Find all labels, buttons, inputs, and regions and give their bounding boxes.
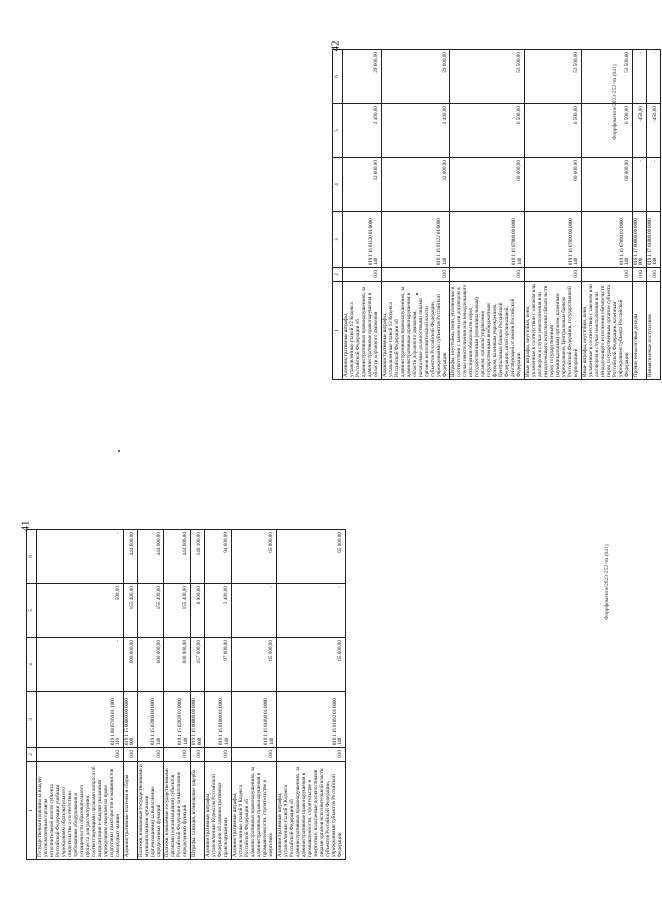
row-description: Административные штрафы, установленные главой 12 Кодекса Российской Федерации об административных правонарушениях, за административные правонарушения в области дорожного движения, налагаемые должностными лицами органов исполнительной власти субъектов Российской Федерации, учреждениями субъектов Российской Федерации	[381, 282, 450, 380]
table-row	[632, 50, 646, 380]
row-line-code: 010	[205, 748, 232, 762]
row-approved-amount: 32 000,00	[343, 158, 382, 212]
column-header-2: 2	[27, 748, 37, 762]
row-budget-code: 019 1 16 07000 00 0000 140	[450, 212, 525, 268]
row-budget-code: 019 1 16 01092 01 0000 140	[277, 692, 346, 748]
scan-speck	[118, 450, 120, 452]
row-executed-amount: -	[277, 584, 346, 638]
table-row	[137, 530, 164, 860]
row-unexecuted-amount: 53 500,00	[450, 50, 525, 104]
table-row	[277, 530, 346, 860]
row-description: Штрафы, санкции, возмещение ущерба	[191, 762, 205, 860]
row-line-code: 010	[232, 748, 277, 762]
row-executed-amount: -	[232, 584, 277, 638]
table-row	[232, 530, 277, 860]
row-unexecuted-amount: 444 600,00	[123, 530, 137, 584]
table-row	[164, 530, 191, 860]
row-executed-amount: 155 400,00	[123, 584, 137, 638]
row-unexecuted-amount: 53 500,00	[581, 50, 632, 104]
row-executed-amount: 2 400,00	[343, 104, 382, 158]
row-unexecuted-amount: 65 000,00	[277, 530, 346, 584]
row-approved-amount: 65 000,00	[232, 638, 277, 692]
row-line-code: 010	[450, 268, 525, 282]
row-budget-code: 019 1 16 01090 01 0000 140	[232, 692, 277, 748]
row-executed-amount: 155 400,00	[164, 584, 191, 638]
row-executed-amount: 155 400,00	[137, 584, 164, 638]
row-description: Платежи, взимаемые государственными органами (организациями) субъектов Российской Федерации за выполнение определенных функций	[164, 762, 191, 860]
page-number-42: 42	[329, 40, 342, 52]
row-executed-amount: 2 400,00	[205, 584, 232, 638]
row-budget-code: 019 1 16 01120 01 0000 140	[343, 212, 382, 268]
row-approved-amount: -	[646, 158, 660, 212]
table-row	[343, 50, 382, 380]
row-executed-amount: -450,00	[646, 104, 660, 158]
row-description: Государственная пошлина за выдачу уполномоченным органом исполнительной власти субъекта Российской Федерации учебным учреждениям образовательного свидетельства о соответствии требованиям оборудования и оснащенности образовательного процесса для рассмотрения соответствующими органами вопроса об аккредитации и выдачи указанным учреждениям лицензии на право подготовки трактористов и машинистов самоходных машин	[37, 762, 124, 860]
row-executed-amount: 500,00	[37, 584, 124, 638]
page-41-table-panel	[26, 520, 356, 860]
column-header-2: 2	[333, 268, 343, 282]
row-budget-code: 019 1 17 01000 00 0000 180	[646, 212, 660, 268]
row-budget-code: 019 1 16 07090 00 0000 140	[525, 212, 582, 268]
row-description: Административные штрафы, установленные главой 9 Кодекса Российской Федерации об административных правонарушениях, за административные правонарушения в промышленности, строительстве и энергетике, налагаемые должностными лицами органов исполнительной власти субъектов Российской Федерации, учреждениями субъектов Российской Федерации	[277, 762, 346, 860]
row-approved-amount: 60 000,00	[581, 158, 632, 212]
row-description: Административные штрафы, установленные главой 12 Кодекса Российской Федерации об административных правонарушениях, за административные правонарушения в области дорожного движения	[343, 282, 382, 380]
table-row	[381, 50, 450, 380]
column-header-5: 5	[27, 584, 37, 638]
row-approved-amount: 157 000,00	[191, 638, 205, 692]
revenue-table-page-41	[26, 529, 346, 860]
row-budget-code: 019 1 16 07090 02 0000 140	[581, 212, 632, 268]
row-description: Иные штрафы, неустойки, пени, уплаченные в соответствии с законом или договором в случае неисполнения или ненадлежащего исполнения обязательств перед государственным (муниципальным) органом, казенным учреждением, Центральным банком Российской Федерации, государственной корпорацией	[525, 282, 582, 380]
row-line-code: 010	[37, 748, 124, 762]
row-unexecuted-amount: -	[37, 530, 124, 584]
column-header-3: 3	[333, 212, 343, 268]
row-line-code: 010	[137, 748, 164, 762]
row-approved-amount: 600 000,00	[123, 638, 137, 692]
row-description: Прочие неналоговые доходы	[632, 282, 646, 380]
row-budget-code: 019 1 15 02020 02 0000 140	[164, 692, 191, 748]
row-approved-amount: -	[632, 158, 646, 212]
row-approved-amount: 60 000,00	[450, 158, 525, 212]
row-unexecuted-amount: 148 100,00	[191, 530, 205, 584]
row-unexecuted-amount: -	[646, 50, 660, 104]
row-line-code: 010	[123, 748, 137, 762]
row-line-code: 010	[632, 268, 646, 282]
column-header-3: 3	[27, 692, 37, 748]
row-executed-amount: 6 500,00	[581, 104, 632, 158]
row-description: Административные штрафы, установленные Кодексом Российской Федерации об административных правонарушениях	[205, 762, 232, 860]
row-approved-amount: 60 000,00	[525, 158, 582, 212]
row-unexecuted-amount: 53 500,00	[525, 50, 582, 104]
row-approved-amount: 600 000,00	[137, 638, 164, 692]
row-approved-amount: 32 000,00	[381, 158, 450, 212]
row-unexecuted-amount: 94 600,00	[205, 530, 232, 584]
row-line-code: 010	[164, 748, 191, 762]
row-line-code: 010	[581, 268, 632, 282]
column-header-6: 6	[333, 50, 343, 104]
page-41-footer: Форрфоментя/2023-252-тп.(041)	[604, 544, 610, 620]
row-executed-amount: 2 400,00	[381, 104, 450, 158]
table-row	[450, 50, 525, 380]
row-unexecuted-amount: 29 600,00	[343, 50, 382, 104]
row-approved-amount: 97 000,00	[205, 638, 232, 692]
page-number-41: 41	[19, 520, 32, 532]
row-line-code: 010	[381, 268, 450, 282]
table-row	[191, 530, 205, 860]
row-description: Административные платежи и сборы	[123, 762, 137, 860]
row-description: Штрафы, неустойки, пени, уплаченные в соответствии с законом или договором в случае неисполнения или ненадлежащего исполнения обязательств перед государственным (муниципальным) органом, органом управления государственным внебюджетным фондом, казенным учреждением, Центральным банком Российской Федерации, иной организацией, действующей от имени Российской Федерации	[450, 282, 525, 380]
row-description: Невыясненные поступления	[646, 282, 660, 380]
column-header-6: 6	[27, 530, 37, 584]
column-header-4: 4	[333, 158, 343, 212]
row-unexecuted-amount: 444 600,00	[137, 530, 164, 584]
row-budget-code: 019 1 17 00000 00 0000 000	[632, 212, 646, 268]
table-header-row	[333, 50, 343, 380]
row-budget-code: 019 1 16 01000 01 0000 140	[205, 692, 232, 748]
row-budget-code: 019 1 15 02000 00 0000 140	[137, 692, 164, 748]
row-description: Административные штрафы, установленные главой 9 Кодекса Российской Федерации об административных правонарушениях, за административные правонарушения в промышленности, строительстве и энергетике	[232, 762, 277, 860]
row-unexecuted-amount: 29 600,00	[381, 50, 450, 104]
row-budget-code: 019 1 08 07160 01 1000 110	[37, 692, 124, 748]
row-line-code: 010	[277, 748, 346, 762]
table-row	[37, 530, 124, 860]
row-budget-code: 019 1 15 00000 00 0000 000	[123, 692, 137, 748]
row-executed-amount: 8 900,00	[191, 584, 205, 638]
row-approved-amount: 65 000,00	[277, 638, 346, 692]
row-approved-amount: 600 000,00	[164, 638, 191, 692]
scan-speck	[416, 293, 418, 295]
row-budget-code: 019 1 16 01122 01 0000 140	[381, 212, 450, 268]
row-line-code: 010	[525, 268, 582, 282]
row-executed-amount: 6 500,00	[450, 104, 525, 158]
column-header-4: 4	[27, 638, 37, 692]
column-header-1: 1	[27, 762, 37, 860]
row-description: Иные штрафы, неустойки, пени, уплаченные в соответствии с законом или договором в случае неисполнения или ненадлежащего исполнения обязательств перед государственным органом субъекта Российской Федерации, казенным учреждением субъекта Российской Федерации	[581, 282, 632, 380]
table-header-row	[27, 530, 37, 860]
row-budget-code: 019 1 16 00000 00 0000 000	[191, 692, 205, 748]
row-line-code: 010	[191, 748, 205, 762]
column-header-1: 1	[333, 282, 343, 380]
table-row	[646, 50, 660, 380]
row-line-code: 010	[646, 268, 660, 282]
row-unexecuted-amount: 65 000,00	[232, 530, 277, 584]
column-header-5: 5	[333, 104, 343, 158]
row-unexecuted-amount: 444 600,00	[164, 530, 191, 584]
table-row	[525, 50, 582, 380]
row-line-code: 010	[343, 268, 382, 282]
row-executed-amount: 6 500,00	[525, 104, 582, 158]
table-row	[205, 530, 232, 860]
row-executed-amount: -450,00	[632, 104, 646, 158]
page-42-footer: Форрфоментя/2023-252-тп.(041)	[612, 64, 618, 140]
row-unexecuted-amount: -	[632, 50, 646, 104]
table-row	[123, 530, 137, 860]
table-row	[581, 50, 632, 380]
row-approved-amount: -	[37, 638, 124, 692]
row-description: Платежи, взимаемые государственными и муниципальными органами (организациями) за выполнение определенных функций	[137, 762, 164, 860]
